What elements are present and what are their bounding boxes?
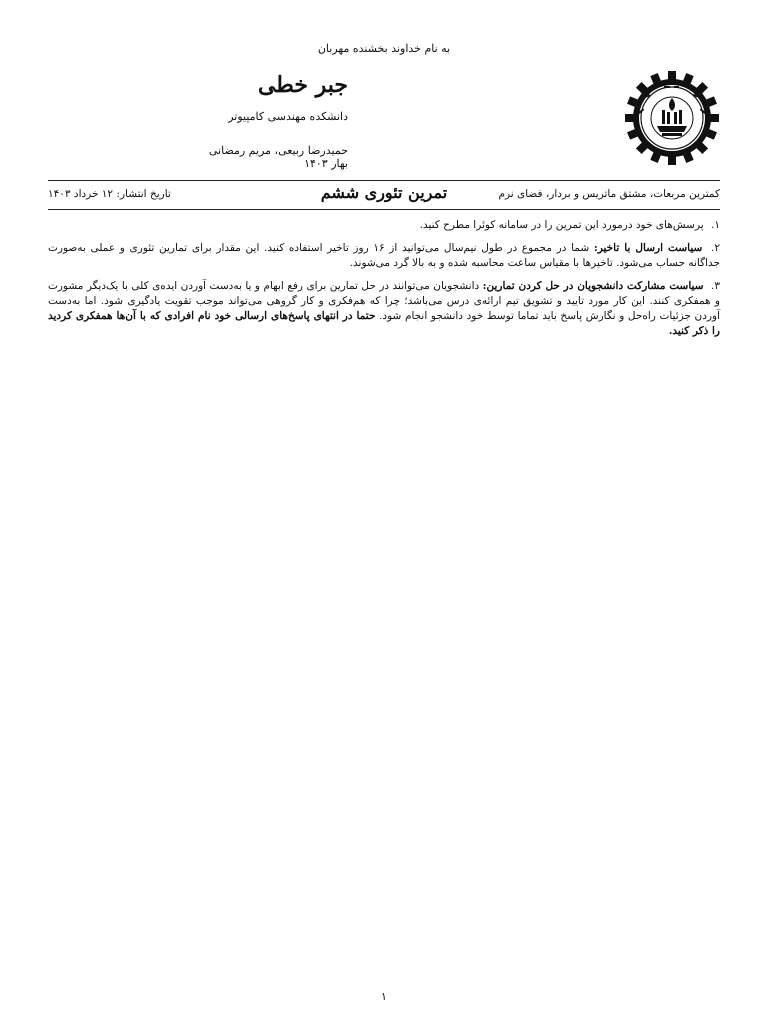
semester: بهار ۱۴۰۳ <box>304 157 348 170</box>
item-number: ۲. <box>711 242 720 254</box>
page-number: ۱ <box>381 990 387 1003</box>
sharif-university-logo-icon <box>624 70 720 166</box>
course-title: جبر خطی <box>257 72 348 98</box>
title-bar <box>48 182 720 208</box>
list-item <box>48 218 720 233</box>
rules-list <box>48 218 720 347</box>
course-header <box>48 72 348 170</box>
assignment-topics: کمترین مربعات، مشتق ماتریس و بردار، فضای نرم <box>498 188 720 200</box>
item-number: ۳. <box>711 280 720 292</box>
item-number: ۱. <box>711 219 720 231</box>
item-text: پرسش‌های خود درمورد این تمرین را در سامانه کوئرا مطرح کنید. <box>419 219 704 231</box>
list-item <box>48 241 720 271</box>
title-bar-top-rule <box>48 180 720 181</box>
item-text: دانشجویان می‌توانند در حل تمارین برای رفع ابهام و یا به‌دست آوردن ایده‌ی کلی با یک‌دیگر مشورت و همفکری کنند. این کار مورد تایید و تشویق تیم ارائه‌ی درس می‌باشد؛ چرا که هم‌فکری و کار گروهی می‌تواند موجب تقویت یادگیری شود. اما به‌دست آوردن جزئیات راه‌حل و نگارش پاسخ باید تماما توسط خود دانشجو انجام شود. <box>48 280 720 322</box>
basmala: به نام خداوند بخشنده مهربان <box>317 42 451 55</box>
assignment-title: تمرین تئوری ششم <box>320 183 448 202</box>
authors: حمیدرضا ربیعی، مریم رمضانی <box>208 144 348 157</box>
list-item <box>48 279 720 339</box>
department: دانشکده مهندسی کامپیوتر <box>228 110 348 123</box>
item-lead: سیاست ارسال با تاخیر: <box>593 242 703 254</box>
title-bar-bottom-rule <box>48 209 720 210</box>
item-lead: سیاست مشارکت دانشجویان در حل کردن تمارین: <box>482 280 704 292</box>
publish-date: تاریخ انتشار: ۱۲ خرداد ۱۴۰۳ <box>48 188 171 200</box>
item-text: شما در مجموع در طول نیم‌سال می‌توانید از ۱۶ روز تاخیر استفاده کنید. این مقدار برای تمارین تئوری و عملی به‌صورت جداگانه حساب می‌شود. تاخیرها با مقیاس ساعت محاسبه شده و به بالا گرد می‌شوند. <box>48 242 720 269</box>
item-emphasis: حتما در انتهای پاسخ‌های ارسالی خود نام افرادی که با آن‌ها همفکری کردید را ذکر کنید. <box>48 310 720 337</box>
